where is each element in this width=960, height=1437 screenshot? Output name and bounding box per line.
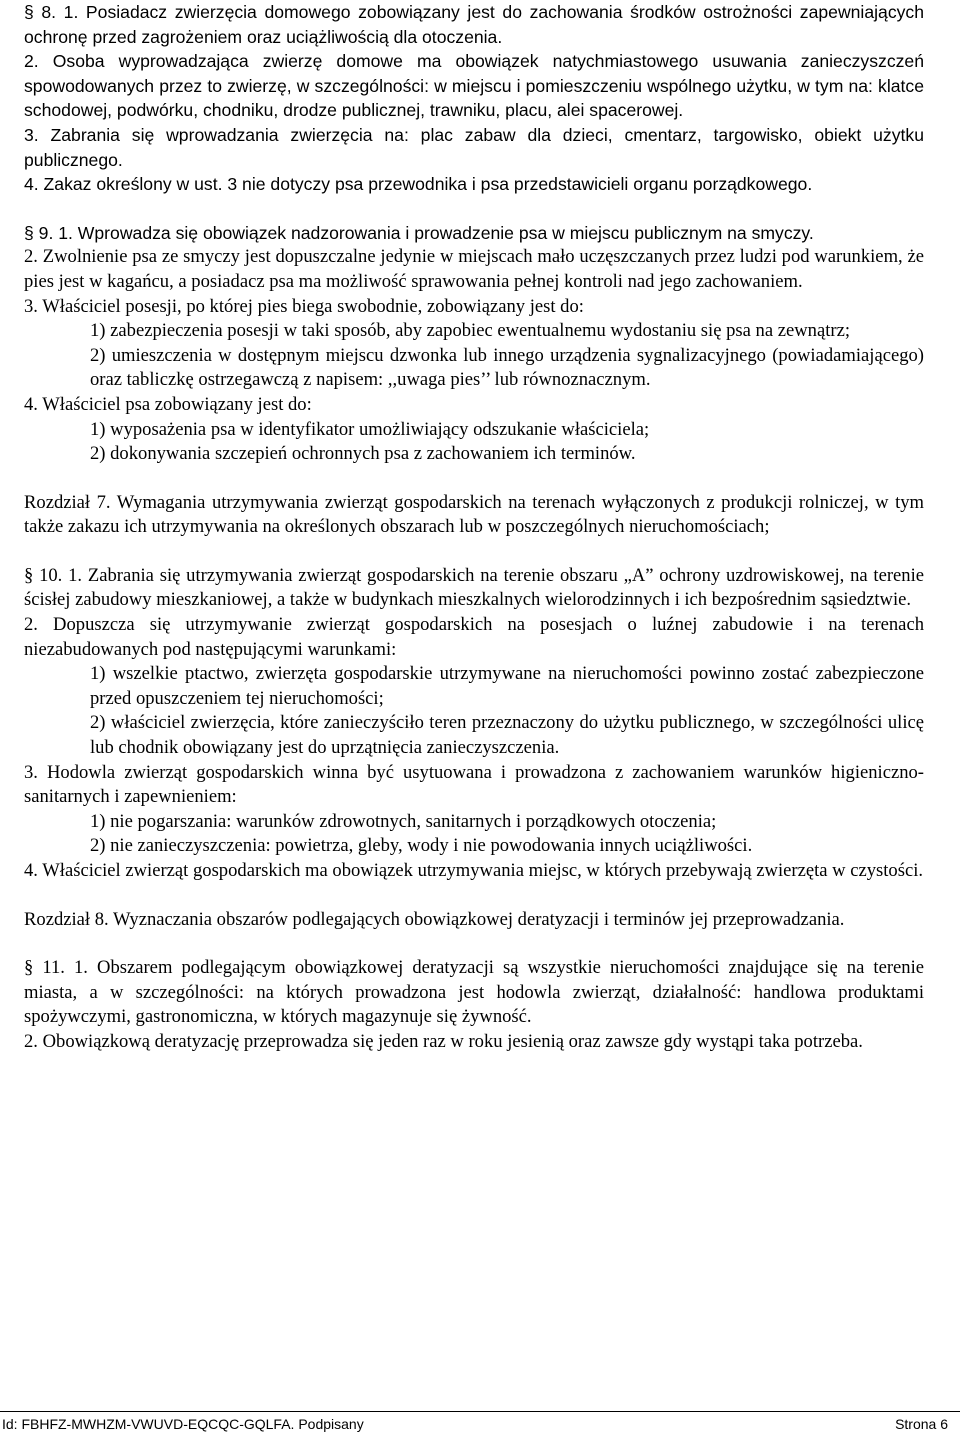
document-body [24, 0, 924, 1055]
chapter-8-heading: Rozdział 8. Wyznaczania obszarów podlegających obowiązkowej deratyzacji i terminów jej przeprowadzania. [24, 908, 845, 930]
s11-paragraph-2: 2. Obowiązkową deratyzację przeprowadza się jeden raz w roku jesienią oraz zawsze gdy wystąpi taka potrzeba. [24, 1030, 863, 1052]
s9-p3-item-1: 1) zabezpieczenia posesji w taki sposób, aby zapobiec ewentualnemu wydostaniu się psa na zewnątrz; [90, 320, 851, 342]
s10-p2-item-1: 1) wszelkie ptactwo, zwierzęta gospodarskie utrzymywane na nieruchomości powinno zostać zabezpieczone przed opuszczeniem tej nieruchomości; [90, 663, 924, 709]
s8-paragraph-3: 3. Zabrania się wprowadzania zwierzęcia na: plac zabaw dla dzieci, cmentarz, targowisko, obiekt użytku publicznego. [24, 124, 924, 170]
chapter-7-heading: Rozdział 7. Wymagania utrzymywania zwierząt gospodarskich na terenach wyłączonych z produkcji rolniczej, w tym także zakazu ich utrzymywania na określonych obszarach lub w poszczególnych nieruchomościach; [24, 491, 924, 538]
section-10 [24, 564, 924, 884]
document-id: Id: FBHFZ-MWHZM-VWUVD-EQCQC-GQLFA. Podpisany [2, 1416, 364, 1432]
section-9 [24, 245, 924, 466]
section-9-intro [24, 221, 924, 246]
section-11 [24, 956, 924, 1054]
s9-p4-item-1: 1) wyposażenia psa w identyfikator umożliwiający odszukanie właściciela; [90, 418, 650, 440]
s9-p4-item-2: 2) dokonywania szczepień ochronnych psa z zachowaniem ich terminów. [90, 443, 636, 465]
s9-paragraph-2: 2. Zwolnienie psa ze smyczy jest dopuszczalne jedynie w miejscach mało uczęszczanych przez ludzi pod warunkiem, że pies jest w kagańcu, a posiadacz psa ma możliwość sprawowania pełnej kontroli nad jego zachowaniem. [24, 246, 924, 292]
page-footer [0, 1411, 960, 1437]
s10-paragraph-1: § 10. 1. Zabrania się utrzymywania zwierząt gospodarskich na terenie obszaru „A” ochrony uzdrowiskowej, na terenie ścisłej zabudowy mieszkaniowej, a także w budynkach mieszkalnych wielorodzinnych i ich bezpośrednim sąsiedztwie. [24, 564, 924, 611]
s8-paragraph-2: 2. Osoba wyprowadzająca zwierzę domowe ma obowiązek natychmiastowego usuwania zanieczyszczeń spowodowanych przez to zwierzę, w szczególności: w miejscu i pomieszczeniu wspólnego użytku, w tym na: klatce schodowej, podwórku, chodniku, drodze publicznej, trawniku, placu, alei spacerowej. [24, 51, 924, 121]
s10-p2-item-2: 2) właściciel zwierzęcia, które zanieczyściło teren przeznaczony do użytku publicznego, w szczególności ulicę lub chodnik obowiązany jest do uprzątnięcia zanieczyszczenia. [90, 712, 924, 759]
s10-p3-item-2: 2) nie zanieczyszczenia: powietrza, gleby, wody i nie powodowania innych uciążliwości. [90, 835, 753, 857]
s8-paragraph-1: § 8. 1. Posiadacz zwierzęcia domowego zobowiązany jest do zachowania środków ostrożności zapewniających ochronę przed zagrożeniem oraz uciążliwością dla otoczenia. [24, 2, 924, 47]
s10-paragraph-3: 3. Hodowla zwierząt gospodarskich winna być usytuowana i prowadzona z zachowaniem warunków higieniczno-sanitarnych i zapewnieniem: [24, 761, 924, 808]
s10-paragraph-4: 4. Właściciel zwierząt gospodarskich ma obowiązek utrzymywania miejsc, w których przebywają zwierzęta w czystości. [24, 860, 924, 881]
s11-paragraph-1: § 11. 1. Obszarem podlegającym obowiązkowej deratyzacji są wszystkie nieruchomości znajdujące się na terenie miasta, a w szczególności: na których prowadzona jest hodowla zwierząt, działalność: handlowa produktami spożywczymi, gastronomiczna, w których magazynuje się żywność. [24, 957, 924, 1028]
s9-p3-item-2: 2) umieszczenia w dostępnym miejscu dzwonka lub innego urządzenia sygnalizacyjnego (powiadamiającego) oraz tabliczkę ostrzegawczą z napisem: ,,uwaga pies’’ lub równoznacznym. [90, 344, 924, 391]
s9-paragraph-3: 3. Właściciel posesji, po której pies biega swobodnie, zobowiązany jest do: [24, 295, 584, 317]
section-8 [24, 0, 924, 197]
page-number: Strona 6 [895, 1416, 948, 1432]
s9-paragraph-1: § 9. 1. Wprowadza się obowiązek nadzorowania i prowadzenie psa w miejscu publicznym na smyczy. [24, 222, 814, 243]
s10-p3-item-1: 1) nie pogarszania: warunków zdrowotnych, sanitarnych i porządkowych otoczenia; [90, 810, 717, 832]
s10-paragraph-2: 2. Dopuszcza się utrzymywanie zwierząt gospodarskich na posesjach o luźnej zabudowie i na terenach niezabudowanych pod następującymi warunkami: [24, 614, 924, 660]
s8-paragraph-4: 4. Zakaz określony w ust. 3 nie dotyczy psa przewodnika i psa przedstawicieli organu porządkowego. [24, 174, 813, 195]
s9-paragraph-4: 4. Właściciel psa zobowiązany jest do: [24, 393, 312, 415]
